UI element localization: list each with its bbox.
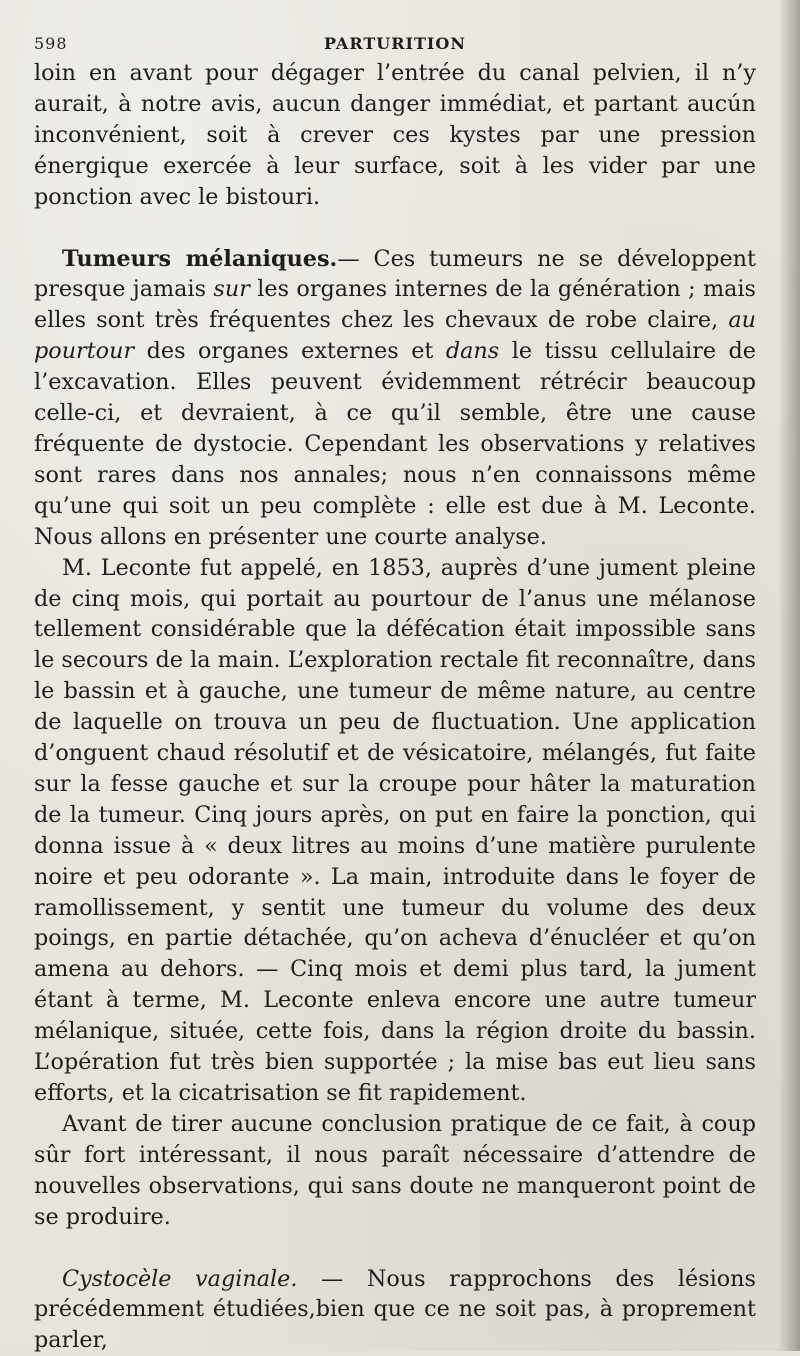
running-head (34, 28, 756, 58)
paragraph-case-report: M. Leconte fut appelé, en 1853, auprès d’une jument pleine de cinq mois, qui portait au pourtour de l’anus une mélanose tellement considérable que la défécation était impossible sans le secours de la main. L’exploration rectale fit reconnaître, dans le bassin et à gauche, une tumeur de même nature, au centre de laquelle on trouva un peu de fluctuation. Une application d’onguent chaud résolutif et de vésicatoire, mélangés, fut faite sur la fesse gauche et sur la croupe pour hâter la maturation de la tumeur. Cinq jours après, on put en faire la ponction, qui donna issue à « deux litres au moins d’une matière purulente noire et peu odorante ». La main, introduite dans le foyer de ramollissement, y sentit une tumeur du volume des deux poings, en partie détachée, qu’on acheva d’énucléer et qu’on amena au dehors. — Cinq mois et demi plus tard, la jument étant à terme, M. Leconte enleva encore une autre tumeur mélanique, située, cette fois, dans la région droite du bassin. L’opération fut très bien supportée ; la mise bas eut lieu sans efforts, et la cicatrisation se fit rapidement. (34, 554, 756, 1106)
section-gap (34, 213, 756, 244)
running-title: PARTURITION (324, 34, 466, 53)
paragraph-text: le tissu cellulaire de l’excavation. Elles peuvent évidemment rétrécir beaucoup celle-ci, et devraient, à ce qu’il semble, être une cause fréquente de dystocie. Cependant les observations y relatives sont rares dans nos annales; nous n’en connaissons même qu’une qui soit un peu complète : elle est due à M. Leconte. Nous allons en présenter une courte analyse. (34, 338, 756, 550)
paragraph-melanic-tumors (34, 244, 756, 553)
section-gap (34, 1233, 756, 1264)
emphasis-text: dans (445, 338, 500, 365)
emphasis-text: sur (213, 276, 250, 303)
paragraph-conclusion: Avant de tirer aucune conclusion pratique de ce fait, à coup sûr fort intéressant, il nous paraît nécessaire d’attendre de nouvelles observations, qui sans doute ne manqueront point de se produire. (34, 1110, 756, 1230)
section-heading-vaginal-cystocele: Cystocèle vaginale. (62, 1265, 298, 1292)
paragraph-text: des organes externes et (134, 338, 446, 365)
paragraph-text: les organes internes de la génération ; mais elles sont très fréquentes chez les chevaux de robe claire, (34, 276, 756, 334)
emphasis-text: au pourtour (34, 307, 756, 365)
page-number: 598 (34, 34, 68, 53)
paragraph-text: — Ces tumeurs ne se développent presque jamais (34, 245, 756, 303)
page-edge-shadow (778, 0, 800, 1351)
paragraph-1: loin en avant pour dégager l’entrée du canal pelvien, il n’y aurait, à notre avis, aucun danger immédiat, et partant aucún inconvénient, soit à crever ces kystes par une pression énergique exercée à leur surface, soit à les vider par une ponction avec le bistouri. (34, 60, 756, 210)
paragraph-text: — Nous rapprochons des lésions précédemment étudiées,bien que ce ne soit pas, à proprement parler, (34, 1265, 756, 1354)
paragraph-vaginal-cystocele (34, 1264, 756, 1356)
section-heading-melanic-tumors: Tumeurs mélaniques. (62, 245, 338, 272)
